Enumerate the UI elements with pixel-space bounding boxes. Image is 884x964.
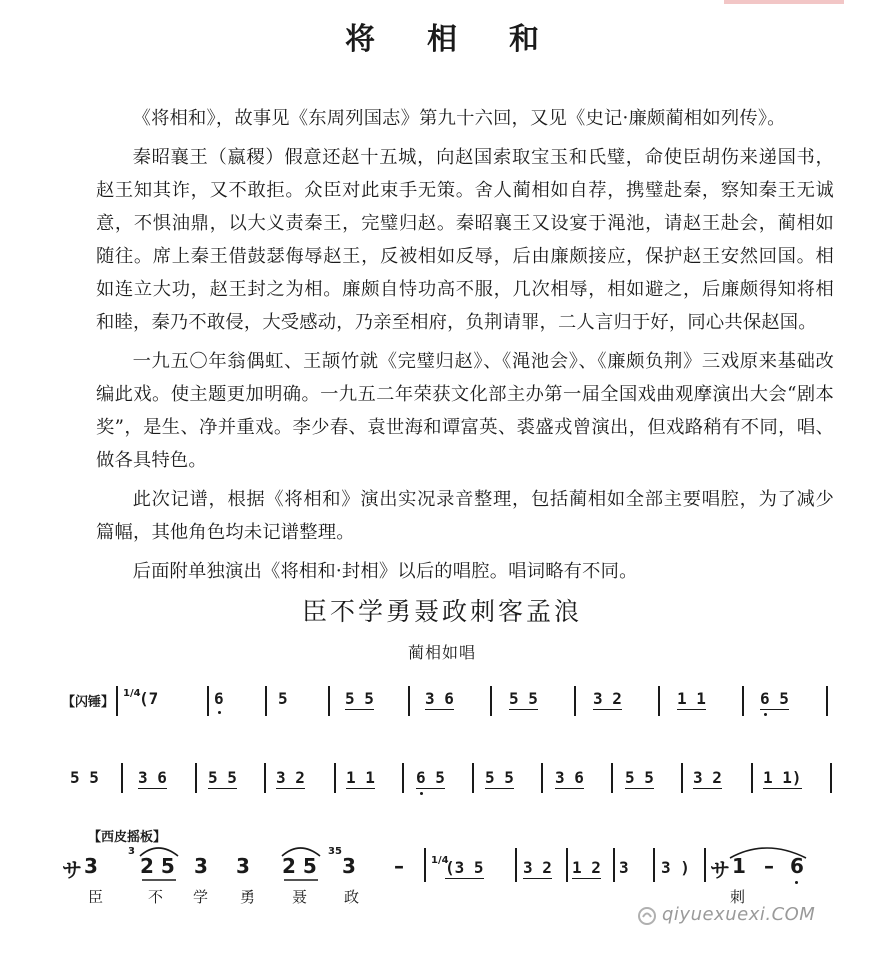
watermark-text: qiyuexuexi.COM <box>662 904 816 925</box>
singer-label: 蔺相如唱 <box>407 643 476 662</box>
measure: (7 <box>139 689 159 708</box>
intro-paragraph: 秦昭襄王（嬴稷）假意还赵十五城，向赵国索取宝玉和氏璧，命使臣胡伤来递国书，赵王知其诈，又不敢拒。众臣对此束手无策。舍人蔺相如自荐，携璧赴秦，察知秦王无诚意，不惧油鼎，以大义责秦王，完璧归赵。秦昭襄王又设宴于渑池，请赵王赴会，蔺相如随往。席上秦王借鼓瑟侮辱赵王，反被相如反辱，后由廉颇接应，保护赵王安然回国。相如连立大功，赵王封之为相。廉颇自恃功高不服，几次相辱，相如避之，后廉颇得知将相和睦，秦乃不敢侵，大受感动，乃亲至相府，负荆请罪，二人言归于好，同心共保赵国。 <box>96 147 834 333</box>
intro-paragraph: 《将相和》，故事见《东周列国志》第九十六回，又见《史记·廉颇蔺相如列传》。 <box>132 108 786 129</box>
measure: 3 2 <box>593 689 622 708</box>
note: 6 <box>790 854 804 878</box>
time-signature: 1/4 <box>431 855 449 866</box>
lyric: 勇 <box>240 888 256 906</box>
tempo-tag: 【西皮摇板】 <box>88 830 167 845</box>
measure: 5 5 <box>345 689 374 708</box>
grace-note: 3 <box>128 846 135 857</box>
measure: 1 1 <box>677 689 706 708</box>
lyric: 刺 <box>730 888 746 906</box>
measure: 1 2 <box>572 858 601 877</box>
measure: 3 6 <box>425 689 454 708</box>
grace-note: 35 <box>328 846 342 857</box>
measure: 6 5 <box>416 768 445 787</box>
lyric: 聂 <box>292 888 308 906</box>
measure: 6 <box>214 689 224 708</box>
measure: 1 1 <box>346 768 375 787</box>
measure: 6 5 <box>760 689 789 708</box>
measure: 5 5 <box>208 768 237 787</box>
measure: 3 2 <box>693 768 722 787</box>
measure: 5 <box>278 689 288 708</box>
measure: (3 5 <box>445 858 484 877</box>
free-meter-mark: サ <box>62 858 82 882</box>
lyric: 臣 <box>88 888 104 906</box>
measure: 3 2 <box>276 768 305 787</box>
measure: 3 2 <box>523 858 552 877</box>
tempo-tag: 【闪锤】 <box>62 695 115 710</box>
time-signature: 1/4 <box>123 688 141 699</box>
measure: 3 6 <box>555 768 584 787</box>
lyric: 不 <box>148 888 164 906</box>
lyric: 政 <box>344 888 360 906</box>
slur <box>282 848 320 856</box>
intro-paragraph: 此次记谱，根据《将相和》演出实况录音整理，包括蔺相如全部主要唱腔，为了减少篇幅，其他角色均未记谱整理。 <box>96 489 834 543</box>
watermark-logo-icon <box>636 905 658 927</box>
measure: 5 5 <box>509 689 538 708</box>
note: 2 5 <box>140 854 175 878</box>
measure: 3 6 <box>138 768 167 787</box>
note: 1 <box>732 854 746 878</box>
note: 3 <box>194 854 208 878</box>
dash: – <box>394 854 404 878</box>
free-meter-mark: サ <box>710 858 730 882</box>
note: 2 5 <box>282 854 317 878</box>
slur <box>730 848 806 858</box>
measure: 5 5 <box>625 768 654 787</box>
intro-paragraph: 一九五〇年翁偶虹、王颉竹就《完璧归赵》、《渑池会》、《廉颇负荆》三戏原来基础改编此戏。使主题更加明确。一九五二年荣获文化部主办第一届全国戏曲观摩演出大会“剧本奖”，是生、净并重戏。李少春、袁世海和谭富英、裘盛戎曾演出，但戏路稍有不同，唱、做各具特色。 <box>96 351 834 471</box>
page-title: 将相和 <box>345 22 591 57</box>
slur <box>140 848 178 856</box>
measure: 5 5 <box>485 768 514 787</box>
lyric: 学 <box>193 888 209 906</box>
intro-paragraph: 后面附单独演出《将相和·封相》以后的唱腔。唱词略有不同。 <box>132 561 638 582</box>
measure: 3 <box>619 858 629 877</box>
note: 3 <box>84 854 98 878</box>
note: 3 <box>236 854 250 878</box>
measure: 5 5 <box>70 768 99 787</box>
note: 3 <box>342 854 356 878</box>
song-title: 臣不学勇聂政刺客孟浪 <box>301 597 582 626</box>
measure: 3 ) <box>661 858 690 877</box>
measure: 1 1) <box>763 768 802 787</box>
dash: – <box>764 854 774 878</box>
